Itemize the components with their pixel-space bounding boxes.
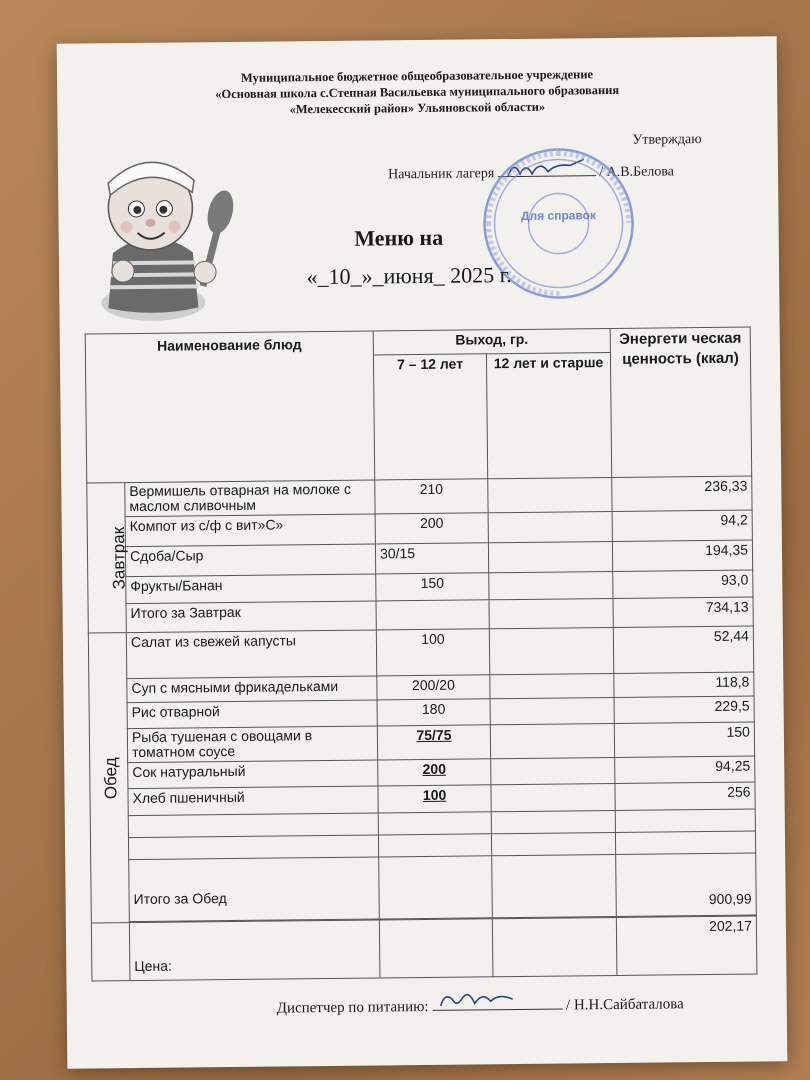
dish-kcal: 256	[615, 782, 755, 810]
dish-name: Хлеб пшеничный	[128, 786, 378, 816]
table-row	[88, 626, 753, 679]
dispatcher-signature-line	[277, 993, 684, 1017]
dish-name: Сок натуральный	[128, 760, 378, 789]
menu-date: «_10_»_июня_ 2025 г.	[306, 262, 512, 290]
header-line-1: Муниципальное бюджетное общеобразовательное учреждение	[240, 67, 594, 85]
menu-sheet	[57, 36, 788, 1068]
dish-kcal: 118,8	[614, 672, 754, 697]
dish-kcal: 94,2	[612, 510, 752, 541]
dish-output: 210	[375, 479, 488, 514]
col-energy-header: Энергети ческая ценность (ккал)	[610, 327, 752, 477]
page-title: Меню на	[354, 224, 444, 251]
dish-kcal: 52,44	[613, 626, 753, 673]
dish-kcal: 194,35	[612, 540, 752, 571]
signature-scrawl-icon	[434, 987, 524, 1014]
stamp-text: Для справок	[520, 208, 597, 223]
institution-header	[167, 65, 667, 118]
dish-output: 200	[378, 759, 491, 786]
dish-name: Компот из с/ф с вит»С»	[125, 514, 375, 547]
menu-table	[85, 327, 758, 982]
dispatcher-signature	[432, 995, 562, 1011]
dispatcher-label: Диспетчер по питанию:	[276, 998, 429, 1017]
col-age2-header: 12 лет и старше	[486, 353, 611, 479]
lunch-label: Обед	[88, 633, 129, 923]
price-label: Цена:	[129, 920, 380, 981]
chef-boy-illustration	[81, 112, 243, 324]
lunch-total-kcal: 900,99	[616, 853, 757, 916]
header-line-2: «Основная школа с.Степная Васильевка муниципального образования	[215, 82, 620, 102]
dish-name: Вермишель отварная на молоке с маслом сливочным	[125, 480, 375, 517]
col-output-header: Выход, гр.	[373, 329, 610, 355]
dish-output: 150	[376, 573, 489, 601]
dish-kcal: 93,0	[613, 570, 753, 598]
breakfast-total-label: Итого за Завтрак	[126, 601, 376, 633]
dish-kcal: 94,25	[615, 756, 755, 783]
dish-name: Рыба тушеная с овощами в томатном соусе	[127, 726, 377, 763]
dispatcher-name: / Н.Н.Сайбаталова	[565, 996, 684, 1014]
dish-kcal: 229,5	[614, 696, 754, 723]
dish-name: Суп с мясными фрикадельками	[127, 676, 377, 703]
dish-kcal: 236,33	[612, 476, 752, 511]
dish-output: 75/75	[377, 725, 490, 760]
col-age1-header: 7 – 12 лет	[373, 354, 487, 480]
price-value: 202,17	[616, 916, 757, 975]
breakfast-label: Завтрак	[87, 483, 127, 633]
dish-output: 100	[376, 629, 489, 676]
approver-position: Начальник лагеря	[387, 166, 495, 183]
dish-output: 180	[377, 699, 490, 726]
dish-output: 30/15	[375, 543, 488, 574]
breakfast-total-kcal: 734,13	[613, 597, 753, 627]
dish-name: Рис отварной	[127, 700, 377, 729]
approver-name: / А.В.Белова	[599, 164, 675, 181]
dish-name: Салат из свежей капусты	[126, 630, 376, 679]
dish-name: Сдоба/Сыр	[125, 544, 375, 577]
approve-label: Утверждаю	[632, 132, 702, 148]
dish-kcal: 150	[614, 722, 754, 757]
dish-output: 200	[375, 513, 488, 544]
lunch-total-row	[91, 853, 757, 922]
header-line-3: «Мелекесский район» Ульяновской области»	[289, 99, 546, 117]
col-name-header: Наименование блюд	[85, 331, 375, 483]
dish-name: Фрукты/Банан	[126, 574, 376, 604]
table-header-row	[85, 327, 750, 358]
lunch-total-label: Итого за Обед	[129, 857, 380, 922]
dish-output: 100	[378, 785, 491, 813]
dish-output: 200/20	[377, 675, 490, 700]
price-row	[91, 916, 757, 981]
